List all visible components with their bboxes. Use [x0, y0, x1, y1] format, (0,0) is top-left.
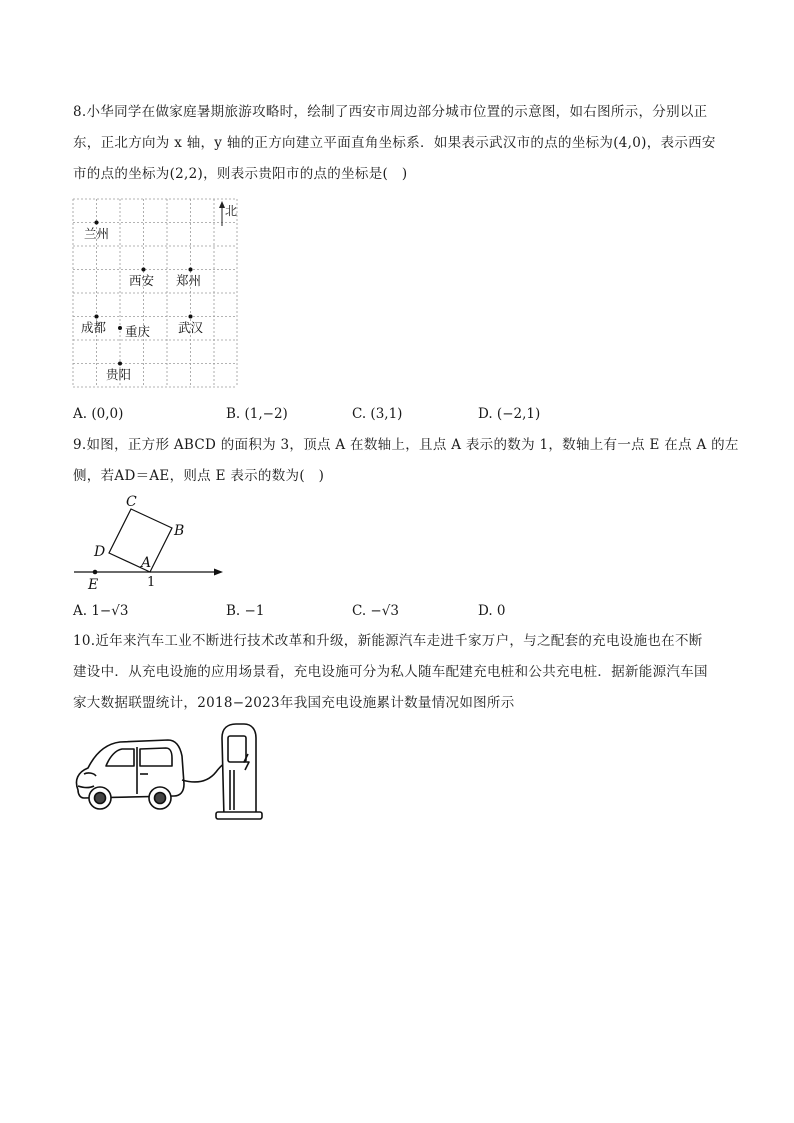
charging-station — [216, 724, 262, 819]
q8-option-b[interactable]: B. (1,−2) — [226, 406, 288, 422]
city-label-lanzhou: 兰州 — [84, 226, 110, 241]
q8-option-c[interactable]: C. (3,1) — [352, 406, 403, 422]
question-8-options — [73, 403, 723, 425]
city-label-zhengzhou: 郑州 — [176, 273, 202, 288]
label-a: A — [141, 555, 152, 571]
city-label-guiyang: 贵阳 — [106, 367, 132, 382]
station-base — [216, 812, 262, 819]
q9-option-c[interactable]: C. −√3 — [352, 603, 399, 619]
question-10-line-3: 家大数据联盟统计，2018−2023年我国充电设施累计数量情况如图所示 — [73, 695, 515, 711]
label-b: B — [174, 523, 185, 539]
station-screen — [228, 736, 246, 762]
north-label: 北 — [225, 204, 238, 218]
city-label-wuhan: 武汉 — [178, 320, 204, 335]
city-grid-map — [70, 196, 242, 392]
city-dot-xian — [142, 268, 146, 272]
city-dot-lanzhou — [95, 221, 99, 225]
q8-option-a[interactable]: A. (0,0) — [73, 406, 124, 422]
label-c: C — [126, 494, 137, 510]
city-dot-wuhan — [189, 315, 193, 319]
car-side-window — [140, 748, 172, 766]
city-dot-chengdu — [95, 315, 99, 319]
city-label-xian: 西安 — [129, 273, 155, 288]
point-e-dot — [93, 570, 98, 575]
question-8-line-3: 市的点的坐标为(2,2)，则表示贵阳市的点的坐标是( ) — [73, 166, 408, 182]
city-label-chengdu: 成都 — [81, 320, 107, 335]
label-one: 1 — [147, 575, 156, 590]
q9-option-d[interactable]: D. 0 — [478, 603, 506, 619]
q9-option-a[interactable]: A. 1−√3 — [73, 603, 129, 619]
question-9-text — [73, 430, 739, 492]
city-dot-zhengzhou — [189, 268, 193, 272]
question-10-line-1: 10.近年来汽车工业不断进行技术改革和升级，新能源汽车走进千家万户，与之配套的充电设施也在不断 — [73, 633, 703, 649]
city-labels — [81, 226, 204, 382]
q8-option-d[interactable]: D. (−2,1) — [478, 406, 541, 422]
question-8-text — [73, 97, 723, 190]
city-dot-chongqing — [118, 326, 122, 330]
figure-point-labels — [87, 494, 184, 592]
question-8-line-2: 东，正北方向为 x 轴，y 轴的正方向建立平面直角坐标系．如果表示武汉市的点的坐标为(4,0)，表示西安 — [73, 135, 716, 151]
question-9-line-2: 侧，若AD＝AE，则点 E 表示的数为( ) — [73, 468, 325, 484]
question-10-text — [73, 626, 723, 719]
square-numberline-figure — [74, 490, 226, 592]
question-8-line-1: 8.小华同学在做家庭暑期旅游攻略时，绘制了西安市周边部分城市位置的示意图，如右图所示，分别以正 — [73, 104, 708, 120]
question-9-line-1: 9.如图，正方形 ABCD 的面积为 3，顶点 A 在数轴上，且点 A 表示的数为 1，数轴上有一点 E 在点 A 的左 — [73, 437, 739, 453]
city-dot-guiyang — [118, 362, 122, 366]
question-10-line-2: 建设中．从充电设施的应用场景看，充电设施可分为私人随车配建充电桩和公共充电桩．据新能源汽车国 — [73, 664, 708, 680]
label-e: E — [88, 577, 99, 592]
city-label-chongqing: 重庆 — [125, 324, 151, 339]
question-9-options — [73, 600, 723, 622]
ev-charging-illustration — [70, 722, 276, 822]
q9-option-b[interactable]: B. −1 — [226, 603, 265, 619]
label-d: D — [94, 544, 106, 560]
